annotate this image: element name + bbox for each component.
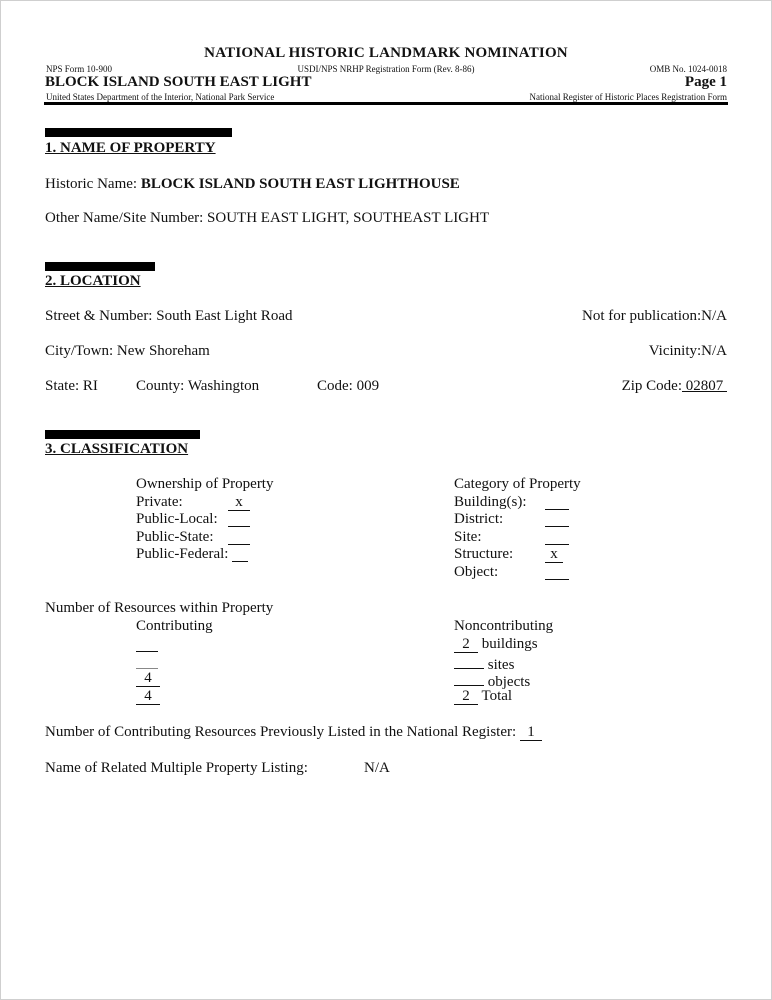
zip-code-value: 02807 [682,378,727,394]
city-town: City/Town: New Shoreham [45,343,210,359]
category-site: Site: [454,529,482,545]
ownership-public-local: Public-Local: [136,511,218,527]
ownership-public-state: Public-State: [136,529,214,545]
section-heading-name: 1. NAME OF PROPERTY [45,140,216,156]
street-number: Street & Number: South East Light Road [45,308,293,324]
category-site-mark [545,529,569,545]
page-number: Page 1 [684,74,727,90]
ownership-public-local-mark [228,511,250,527]
department-line: United States Department of the Interior, National Park Service [46,92,275,102]
vicinity: Vicinity:N/A [648,343,727,359]
ownership-private-mark: x [228,495,250,511]
code: Code: 009 [317,378,380,394]
category-district: District: [454,511,504,527]
property-name-header: BLOCK ISLAND SOUTH EAST LIGHT [45,74,312,90]
contributing-heading: Contributing [136,618,213,634]
noncontributing-label: objects [487,674,531,690]
form-number: NPS Form 10-900 [46,64,113,74]
not-for-publication: Not for publication:N/A [582,308,727,324]
section-heading-location: 2. LOCATION [45,273,141,289]
historic-name-label: Historic Name: [45,176,141,192]
category-district-mark [545,511,569,527]
noncontributing-count: 2 [454,689,478,705]
form-title: NATIONAL HISTORIC LANDMARK NOMINATION [204,45,568,61]
ownership-public-federal-mark [232,546,248,562]
category-building: Building(s): [454,494,527,510]
historic-name-value: BLOCK ISLAND SOUTH EAST LIGHTHOUSE [140,176,460,192]
contributing-buildings [136,636,158,652]
section-bar [45,262,155,271]
zip-code [622,378,727,395]
category-building-mark [545,494,569,510]
noncontributing-buildings [454,636,538,653]
register-line: National Register of Historic Places Registration Form [529,92,727,102]
category-heading: Category of Property [454,476,581,492]
historic-name-row [45,176,460,193]
contributing-total: 4 [136,689,160,705]
zip-code-label: Zip Code: [621,378,682,394]
county: County: Washington [136,378,260,394]
noncontributing-count: 2 [454,637,478,653]
state: State: RI [45,378,98,394]
noncontributing-total [454,688,512,705]
noncontributing-label: sites [487,657,515,673]
other-name-value: SOUTH EAST LIGHT, SOUTHEAST LIGHT [207,210,490,226]
other-name-row [45,210,489,227]
section-bar [45,430,200,439]
noncontributing-label: Total [481,688,513,704]
other-name-label: Other Name/Site Number: [45,210,208,226]
contributing-sites [136,653,158,669]
section-bar [45,128,232,137]
ownership-public-federal: Public-Federal: [136,546,229,562]
form-name: USDI/NPS NRHP Registration Form (Rev. 8-86) [297,64,475,74]
contributing-objects: 4 [136,671,160,687]
resources-heading: Number of Resources within Property [45,600,274,616]
section-heading-classification: 3. CLASSIFICATION [45,441,189,457]
noncontributing-count [454,670,484,686]
noncontributing-count [454,653,484,669]
noncontributing-label: buildings [481,636,538,652]
ownership-heading: Ownership of Property [136,476,274,492]
noncontributing-heading: Noncontributing [454,618,554,634]
ownership-private: Private: [136,494,183,510]
category-object-mark [545,564,569,580]
previously-listed-row [45,724,542,741]
multiple-property-label: Name of Related Multiple Property Listing: [45,760,308,776]
omb-number: OMB No. 1024-0018 [649,64,727,74]
category-object: Object: [454,564,499,580]
previously-listed-label: Number of Contributing Resources Previously Listed in the National Register: [45,724,517,740]
category-structure: Structure: [454,546,514,562]
category-structure-mark: x [545,547,563,563]
header-rule [44,102,728,105]
ownership-public-state-mark [228,529,250,545]
previously-listed-value: 1 [520,725,542,741]
multiple-property-value: N/A [364,760,390,776]
